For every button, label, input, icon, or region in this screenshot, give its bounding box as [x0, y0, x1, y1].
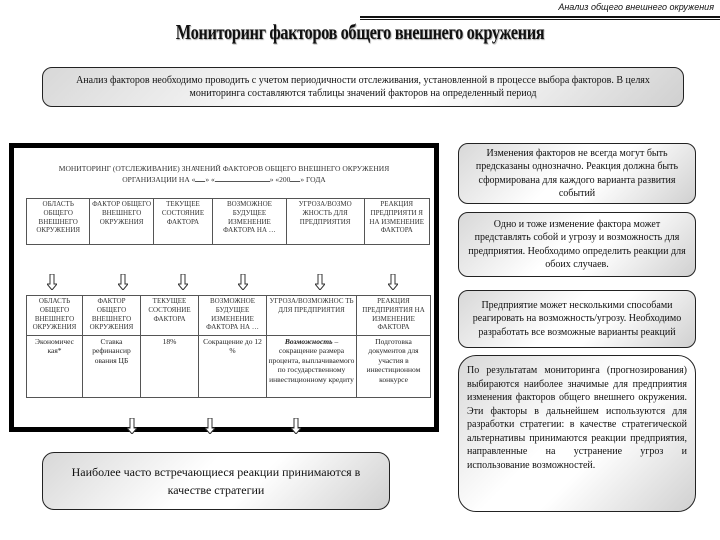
header-cell: УГРОЗА/ВОЗМО ЖНОСТЬ ДЛЯ ПРЕДПРИЯТИЯ	[286, 199, 364, 245]
monitoring-frame	[9, 143, 439, 432]
threat-text: – сокращение размера процента, выплачиваемого по государственному инвестиционному кредиту	[268, 337, 355, 384]
header-cell: РЕАКЦИЯ ПРЕДПРИЯТИЯ НА ИЗМЕНЕНИЕ ФАКТОРА	[357, 296, 431, 336]
down-arrow-icon	[127, 418, 137, 434]
table-row	[27, 336, 431, 398]
header-cell: ОБЛАСТЬ ОБЩЕГО ВНЕШНЕГО ОКРУЖЕНИЯ	[27, 199, 90, 245]
example-table-header-row	[27, 296, 431, 336]
down-arrow-icon	[118, 274, 128, 290]
template-table-header-row	[27, 199, 430, 245]
year-blank	[290, 181, 300, 182]
header-cell: ФАКТОР ОБЩЕГО ВНЕШНЕГО ОКРУЖЕНИЯ	[90, 199, 153, 245]
header-cell: РЕАКЦИЯ ПРЕДПРИЯТИ Я НА ИЗМЕНЕНИЕ ФАКТОРА	[364, 199, 430, 245]
intro-box	[42, 67, 684, 107]
side-box-multiple-reactions	[458, 290, 696, 348]
header-section-label: Анализ общего внешнего окружения	[558, 2, 714, 12]
bottom-box-strategy	[42, 452, 390, 510]
side-box-text: Изменения факторов не всегда могут быть предсказаны однозначно. Реакция должна быть сформирована для каждого варианта развития событий	[475, 147, 679, 199]
header-cell: УГРОЗА/ВОЗМОЖНОС ТЬ ДЛЯ ПРЕДПРИЯТИЯ	[267, 296, 357, 336]
example-table	[26, 295, 431, 398]
down-arrow-icon	[178, 274, 188, 290]
side-box-strategy-selection	[458, 355, 696, 512]
cell-factor: Ставка рефинансир ования ЦБ	[83, 336, 141, 398]
header-cell: ТЕКУЩЕЕ СОСТОЯНИЕ ФАКТОРА	[141, 296, 199, 336]
header-cell: ОБЛАСТЬ ОБЩЕГО ВНЕШНЕГО ОКРУЖЕНИЯ	[27, 296, 83, 336]
side-box-text: Предприятие может несколькими способами реагировать на возможность/угрозу. Необходимо разработать все возможные варианты реакций	[472, 299, 682, 338]
cell-threat	[267, 336, 357, 398]
cell-current: 18%	[141, 336, 199, 398]
down-arrow-icon	[291, 418, 301, 434]
down-arrow-icon	[315, 274, 325, 290]
day-blank	[195, 181, 205, 182]
header-cell: ТЕКУЩЕЕ СОСТОЯНИЕ ФАКТОРА	[153, 199, 212, 245]
cell-future: Сокращение до 12 %	[199, 336, 267, 398]
down-arrow-icon	[205, 418, 215, 434]
template-table	[26, 198, 430, 245]
side-box-threat-or-opportunity	[458, 212, 696, 277]
form-title	[14, 163, 434, 186]
down-arrow-icon	[47, 274, 57, 290]
down-arrow-icon	[238, 274, 248, 290]
bottom-box-text: Наиболее часто встречающиеся реакции принимаются в качестве стратегии	[71, 465, 361, 497]
down-arrow-icon	[388, 274, 398, 290]
side-box-text: По результатам мониторинга (прогнозирования) выбираются наиболее значимые для предприятия изменения факторов общего внешнего окружения. Эти факторы в дальнейшем используются для разработки стратегии: в качестве стратегической альтернативы принимаются реакции предприятия, направленные на устранение угроз и использование возможностей.	[467, 365, 687, 471]
cell-area: Экономичес кая*	[27, 336, 83, 398]
page-title: Мониторинг факторов общего внешнего окружения	[175, 20, 545, 44]
side-box-text: Одно и тоже изменение фактора может представлять собой и угрозу и возможность для предприятия. Необходимо определить реакции для обоих случаев.	[468, 218, 686, 270]
intro-text: Анализ факторов необходимо проводить с учетом периодичности отслеживания, установленной в процессе выбора факторов. В целях мониторинга составляются таблицы значений факторов на определенный период	[76, 74, 650, 99]
header-cell: ФАКТОР ОБЩЕГО ВНЕШНЕГО ОКРУЖЕНИЯ	[83, 296, 141, 336]
month-blank	[215, 181, 270, 182]
header-cell: ВОЗМОЖНОЕ БУДУЩЕЕ ИЗМЕНЕНИЕ ФАКТОРА НА …	[199, 296, 267, 336]
form-title-line1: МОНИТОРИНГ (ОТСЛЕЖИВАНИЕ) ЗНАЧЕНИЙ ФАКТОРОВ ОБЩЕГО ВНЕШНЕГО ОКРУЖЕНИЯ	[58, 164, 390, 173]
side-box-unpredictable-changes	[458, 143, 696, 204]
cell-reaction: Подготовка документов для участия в инвестиционном конкурсе	[357, 336, 431, 398]
header-cell: ВОЗМОЖНОЕ БУДУЩЕЕ ИЗМЕНЕНИЕ ФАКТОРА НА …	[213, 199, 287, 245]
threat-label: Возможность	[284, 337, 333, 346]
form-title-line2: ОРГАНИЗАЦИИ НА « » « » «200 » ГОДА	[122, 175, 326, 185]
